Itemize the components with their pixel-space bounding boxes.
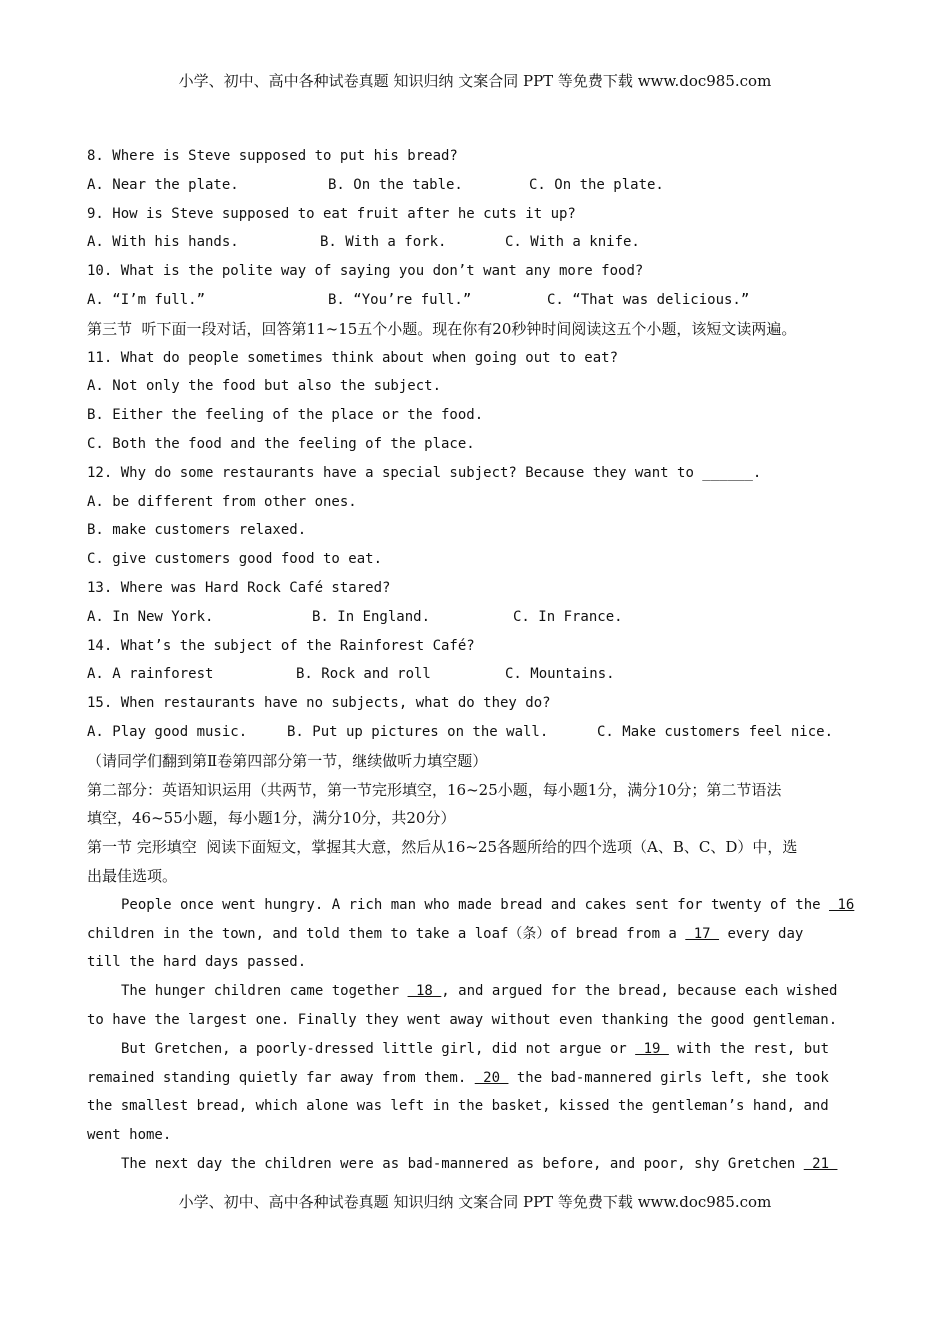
question-12: 12. Why do some restaurants have a special subject? Because they want to ______. [87, 464, 762, 481]
blank-19: 19 [635, 1040, 669, 1057]
option-a: A. Play good music. [87, 723, 248, 740]
option-b: B. Rock and roll [296, 666, 431, 683]
question-11: 11. What do people sometimes think about when going out to eat? [87, 349, 619, 366]
question-8-options [87, 171, 872, 200]
option-c: C. Make customers feel nice. [597, 723, 834, 740]
question-9-options [87, 228, 872, 257]
question-9: 9. How is Steve supposed to eat fruit after he cuts it up? [87, 205, 576, 222]
question-14-options [87, 660, 872, 689]
option-b: B. On the table. [328, 176, 463, 193]
passage-line: to have the largest one. Finally they went away without even thanking the good gentleman. [87, 1011, 838, 1028]
cloze-instruction-line-2: 出最佳选项。 [87, 866, 178, 885]
question-11-option-c: C. Both the food and the feeling of the place. [87, 435, 475, 452]
option-b: B. “You’re full.” [328, 291, 472, 308]
question-15: 15. When restaurants have no subjects, what do they do? [87, 695, 551, 712]
passage-text: , and argued for the bread, because each wished [441, 983, 838, 1000]
exam-content [87, 142, 872, 1179]
option-c: C. In France. [513, 608, 623, 625]
question-13-options [87, 603, 872, 632]
passage-line [87, 920, 872, 949]
page-header: 小学、初中、高中各种试卷真题 知识归纳 文案合同 PPT 等免费下载 www.doc985.com [178, 72, 772, 90]
blank-21: 21 [803, 1155, 838, 1172]
option-a: A. Near the plate. [87, 176, 239, 193]
passage-line [87, 1150, 872, 1179]
passage-text: remained standing quietly far away from them. [87, 1069, 475, 1086]
passage-text: The next day the children were as bad-mannered as before, and poor, shy Gretchen [121, 1155, 804, 1172]
part-2-heading-line-2: 填空，46~55小题，每小题1分，满分10分，共20分） [87, 809, 456, 828]
passage-text: with the rest, but [668, 1040, 830, 1057]
passage-line [87, 891, 872, 920]
passage-line [87, 1035, 872, 1064]
option-b: B. Put up pictures on the wall. [287, 723, 549, 740]
question-13: 13. Where was Hard Rock Café stared? [87, 579, 391, 596]
blank-18: 18 [407, 983, 442, 1000]
passage-text: the bad-mannered girls left, she took [508, 1069, 829, 1086]
blank-17: 17 [685, 925, 720, 942]
question-14: 14. What’s the subject of the Rainforest Café? [87, 637, 475, 654]
part-2-heading-line-1: 第二部分：英语知识运用（共两节，第一节完形填空，16~25小题，每小题1分，满分10分；第二节语法 [87, 780, 782, 799]
passage-line: the smallest bread, which alone was left in the basket, kissed the gentleman’s hand, and [87, 1098, 829, 1115]
passage-text: People once went hungry. A rich man who made bread and cakes sent for twenty of the [121, 896, 830, 913]
passage-line [87, 977, 872, 1006]
option-c: C. With a knife. [505, 234, 640, 251]
option-a: A. With his hands. [87, 234, 239, 251]
question-12-option-a: A. be different from other ones. [87, 493, 357, 510]
question-12-option-b: B. make customers relaxed. [87, 522, 307, 539]
question-11-option-b: B. Either the feeling of the place or the food. [87, 407, 484, 424]
question-10-options [87, 286, 872, 315]
page-footer: 小学、初中、高中各种试卷真题 知识归纳 文案合同 PPT 等免费下载 www.doc985.com [178, 1193, 772, 1211]
blank-20: 20 [474, 1069, 509, 1086]
turn-page-note: （请同学们翻到第Ⅱ卷第四部分第一节，继续做听力填空题） [87, 751, 488, 770]
passage-text: The hunger children came together [121, 983, 408, 1000]
passage-line: till the hard days passed. [87, 954, 307, 971]
question-15-options [87, 718, 872, 747]
passage-text: every day [719, 925, 804, 942]
option-a: A. In New York. [87, 608, 214, 625]
question-10: 10. What is the polite way of saying you don’t want any more food? [87, 263, 644, 280]
cloze-instruction-line-1: 第一节 完形填空 阅读下面短文，掌握其大意，然后从16~25各题所给的四个选项（A、B、C、D）中，选 [87, 838, 798, 857]
section-3-instruction: 第三节 听下面一段对话，回答第11~15五个小题。现在你有20秒钟时间阅读这五个小题，该短文读两遍。 [87, 319, 797, 338]
option-b: B. With a fork. [320, 234, 447, 251]
question-8: 8. Where is Steve supposed to put his bread? [87, 148, 458, 164]
option-b: B. In England. [312, 608, 431, 625]
passage-text: But Gretchen, a poorly-dressed little girl, did not argue or [121, 1040, 636, 1057]
question-11-option-a: A. Not only the food but also the subject. [87, 378, 442, 395]
option-a: A. “I’m full.” [87, 291, 206, 308]
passage-line: went home. [87, 1127, 172, 1144]
question-12-option-c: C. give customers good food to eat. [87, 551, 383, 568]
passage-text: children in the town, and told them to take a loaf（条）of bread from a [87, 925, 686, 942]
option-c: C. Mountains. [505, 666, 615, 683]
option-c: C. “That was delicious.” [547, 291, 750, 308]
passage-line [87, 1064, 872, 1093]
option-a: A. A rainforest [87, 666, 214, 683]
option-c: C. On the plate. [529, 176, 664, 193]
blank-16: 16 [829, 896, 855, 913]
